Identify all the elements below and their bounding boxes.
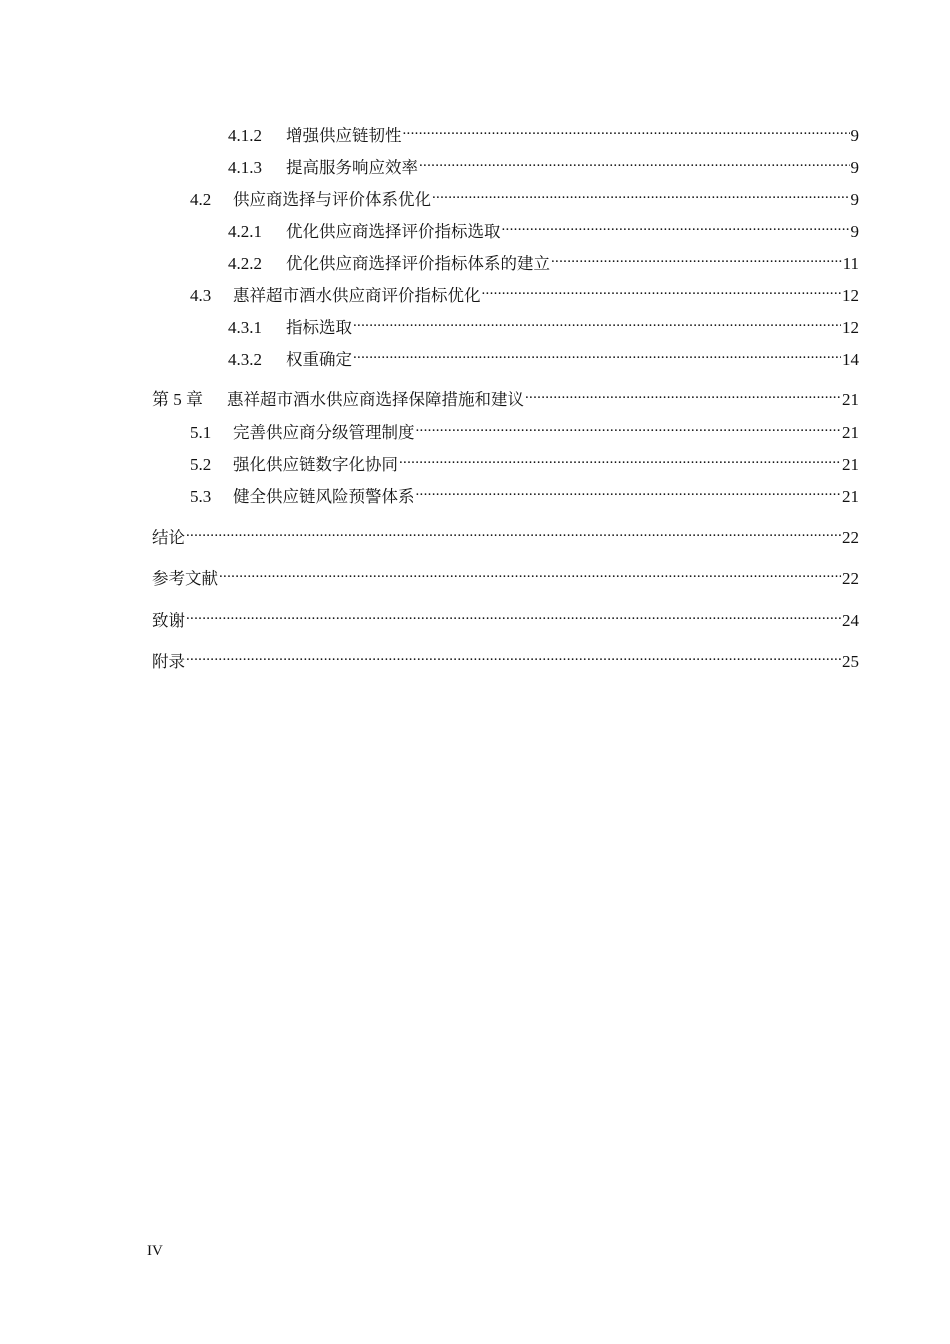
toc-page: 24 [842,611,859,630]
dot-leader [186,521,841,543]
toc-title: 优化供应商选择评价指标体系的建立 [286,254,550,273]
toc-entry-chapter[interactable] [152,383,859,411]
dot-leader [353,343,841,365]
toc-page: 22 [842,569,859,588]
toc-entry-references[interactable] [152,562,859,590]
toc-page: 9 [850,190,859,209]
toc-page: 9 [850,222,859,241]
toc-number: 4.2.2 [228,254,262,273]
toc-entry[interactable] [228,343,859,371]
dot-leader [502,215,850,237]
toc-entry[interactable] [228,119,859,147]
toc-page: 21 [842,487,859,506]
dot-leader [353,311,841,333]
toc-entry[interactable] [190,279,859,307]
toc-entry[interactable] [228,311,859,339]
toc-title: 惠祥超市酒水供应商评价指标优化 [233,286,481,305]
toc-entry[interactable] [228,215,859,243]
dot-leader [186,645,841,667]
dot-leader [399,448,841,470]
toc-title: 供应商选择与评价体系优化 [233,190,431,209]
toc-number: 4.3.2 [228,350,262,369]
toc-page: 9 [850,126,859,145]
toc-page: 11 [842,254,859,273]
toc-title: 权重确定 [286,350,352,369]
toc-number: 第 5 章 [152,390,203,409]
toc-page: 14 [842,350,859,369]
toc-title: 附录 [152,652,185,671]
dot-leader [219,562,841,584]
toc-entry[interactable] [190,480,859,508]
toc-page: 12 [842,286,859,305]
dot-leader [419,151,850,173]
dot-leader [403,119,850,141]
toc-number: 5.2 [190,455,212,474]
toc-page: 21 [842,423,859,442]
toc-entry-conclusion[interactable] [152,521,859,549]
toc-entry[interactable] [190,448,859,476]
toc-page: 22 [842,528,859,547]
toc-number: 5.3 [190,487,212,506]
toc-number: 4.1.3 [228,158,262,177]
toc-number: 4.3 [190,286,212,305]
dot-leader [186,604,841,626]
toc-entry[interactable] [228,247,859,275]
toc-entry[interactable] [228,151,859,179]
toc-entry[interactable] [190,416,859,444]
toc-title: 提高服务响应效率 [286,158,418,177]
toc-title: 健全供应链风险预警体系 [233,487,415,506]
toc-title: 参考文献 [152,569,218,588]
toc-title: 完善供应商分级管理制度 [233,423,415,442]
page-number-footer: IV [147,1243,163,1259]
toc-entry-appendix[interactable] [152,645,859,673]
toc-page: 9 [850,158,859,177]
toc-title: 增强供应链韧性 [286,126,402,145]
toc-number: 4.3.1 [228,318,262,337]
dot-leader [416,480,842,502]
toc-title: 强化供应链数字化协同 [233,455,398,474]
toc-title: 致谢 [152,611,185,630]
toc-page: 21 [842,455,859,474]
toc-entry-acknowledgements[interactable] [152,604,859,632]
dot-leader [482,279,842,301]
dot-leader [551,247,842,269]
toc-number: 5.1 [190,423,212,442]
toc-page: 21 [842,390,859,409]
toc-entry[interactable] [190,183,859,211]
toc-title: 指标选取 [286,318,352,337]
toc-page: 25 [842,652,859,671]
toc-number: 4.2.1 [228,222,262,241]
toc-number: 4.1.2 [228,126,262,145]
toc-title: 结论 [152,528,185,547]
toc-title: 优化供应商选择评价指标选取 [286,222,501,241]
dot-leader [416,416,842,438]
toc-title: 惠祥超市酒水供应商选择保障措施和建议 [227,390,524,409]
toc-page: 12 [842,318,859,337]
dot-leader [525,383,841,405]
dot-leader [432,183,850,205]
toc-number: 4.2 [190,190,212,209]
